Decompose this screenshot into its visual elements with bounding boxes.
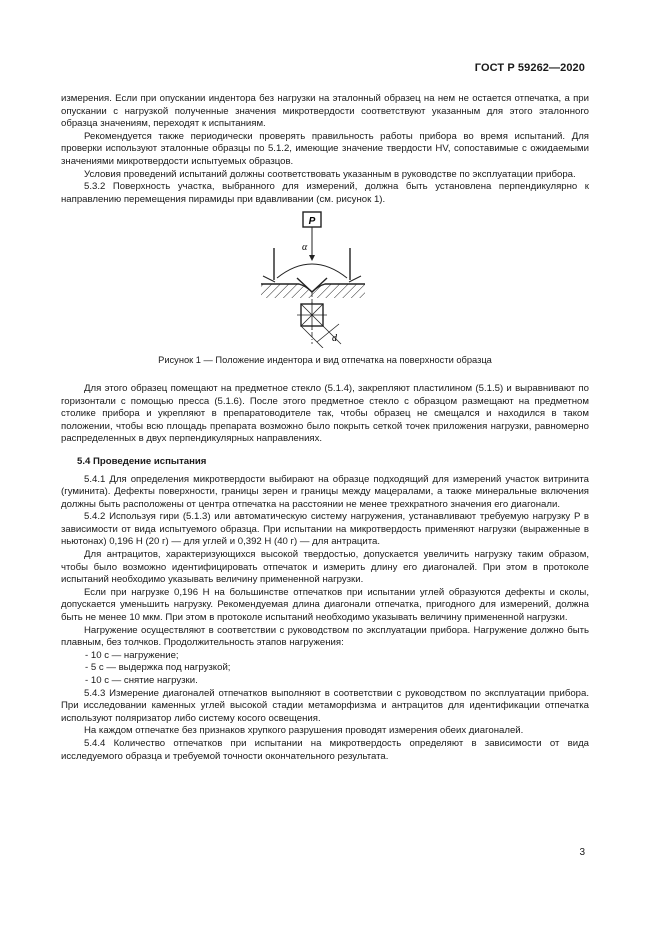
paragraph-mounting: Для этого образец помещают на предметное стекло (5.1.4), закрепляют пластилином (5.1.5) и выравнивают по горизонтали с помощью пресса (5.1.6). После этого предметное стекло с образцом размещают на предметном столике прибора и укрепляют в препаратоводителе так, чтобы образец не смещался и находился в таком положении, чтобы всю площадь препарата возможно было покрыть сеткой точек приложения нагрузки, равномерно распределенных в двух перпендикулярных направлениях. xyxy=(61,382,589,445)
document-id-header: ГОСТ Р 59262—2020 xyxy=(474,62,585,74)
indenter-diagram xyxy=(61,206,589,348)
list-item: - 10 с — снятие нагрузки. xyxy=(85,675,198,686)
paragraph-anthracite: Для антрацитов, характеризующихся высокой твердостью, допускается увеличить нагрузку таким образом, чтобы было возможно идентифицировать отпечаток и измерить длину его диагоналей. При этом в протоколе испытаний необходимо указывать величину примененной нагрузки. xyxy=(61,549,589,586)
figure-caption: Рисунок 1 — Положение индентора и вид отпечатка на поверхности образца xyxy=(158,355,492,366)
load-steps-list xyxy=(61,650,589,688)
paragraph-5-4-3: 5.4.3 Измерение диагоналей отпечатков выполняют в соответствии с руководством по эксплуатации прибора. При исследовании каменных углей высокой стадии метаморфизма и антрацитов для идентификации отпечатка используют поляризатор либо систему косого освещения. xyxy=(61,687,589,724)
label-alpha: α xyxy=(302,242,308,254)
figure-indenter xyxy=(61,206,589,348)
paragraph-5-4-1: 5.4.1 Для определения микротвердости выбирают на образце подходящий для измерений участок витринита (гуминита). Дефекты поверхности, границы зерен и границы между мацералами, а также минеральные включения должны быть расположены от центра отпечатка на расстоянии не менее трехкратного значения его диагонали. xyxy=(61,473,589,510)
paragraph-periodic-check: Рекомендуется также периодически проверять правильность работы прибора во время испытаний. Для проверки используют эталонные образцы по 5.1.2, имеющие значение твердости HV, сопоставимые с ожидаемыми значениями микротвердости испытуемых образцов. xyxy=(61,130,589,167)
paragraph-both-diagonals: На каждом отпечатке без признаков хрупкого разрушения проводят измерения обеих диагоналей. xyxy=(84,725,524,737)
list-item: - 10 с — нагружение; xyxy=(85,649,179,661)
label-p: P xyxy=(308,216,316,228)
angle-arc xyxy=(277,264,347,278)
paragraph-test-conditions: Условия проведений испытаний должны соответствовать указанным в руководстве по эксплуатации прибора. xyxy=(84,168,576,180)
label-d: d xyxy=(332,333,337,345)
paragraph-5-3-2: 5.3.2 Поверхность участка, выбранного для измерений, должна быть установлена перпендикулярно к направлению перемещения пирамиды при вдавливании (см. рисунок 1). xyxy=(61,181,589,205)
paragraph-loading: Нагружение осуществляют в соответствии с руководством по эксплуатации прибора. Нагружение должно быть плавным, без толчков. Продолжительность этапов нагружения: xyxy=(61,624,589,649)
paragraph-continuation: измерения. Если при опускании индентора без нагрузки на эталонный образец на нем не остается отпечатка, а при опускании с нагрузкой полученные значения микротвердости соответствуют указанным для этого эталонного образца значениям, переходят к испытаниям. xyxy=(61,93,589,130)
side-arrow-right xyxy=(349,276,361,282)
paragraph-reduce-load: Если при нагрузке 0,196 Н на большинстве отпечатков при испытании углей образуются дефекты и сколы, допускается уменьшить нагрузку. Рекомендуемая длина диагонали отпечатка, пригодного для измерений, должна быть не менее 10 мкм. При этом в протоколе испытаний необходимо указывать величину примененной нагрузки. xyxy=(61,586,589,624)
paragraph-5-4-4: 5.4.4 Количество отпечатков при испытании на микротвердость определяют в зависимости от вида исследуемого образца и требуемой точности окончательного результата. xyxy=(61,737,589,762)
list-item: - 5 с — выдержка под нагрузкой; xyxy=(85,662,231,674)
paragraph-5-4-2: 5.4.2 Используя гири (5.1.3) или автоматическую систему нагружения, устанавливают требуемую нагрузку P в зависимости от вида испытуемого образца. При испытании на микротвердость применяют нагрузки (выраженные в ньютонах) 0,196 Н (20 г) — для углей и 0,392 Н (40 г) — для антрацита. xyxy=(61,511,589,548)
page-body xyxy=(61,93,589,763)
side-arrow-left xyxy=(263,276,275,282)
load-arrowhead xyxy=(309,255,315,261)
section-title: 5.4 Проведение испытания xyxy=(77,455,207,467)
page-number: 3 xyxy=(579,847,585,858)
